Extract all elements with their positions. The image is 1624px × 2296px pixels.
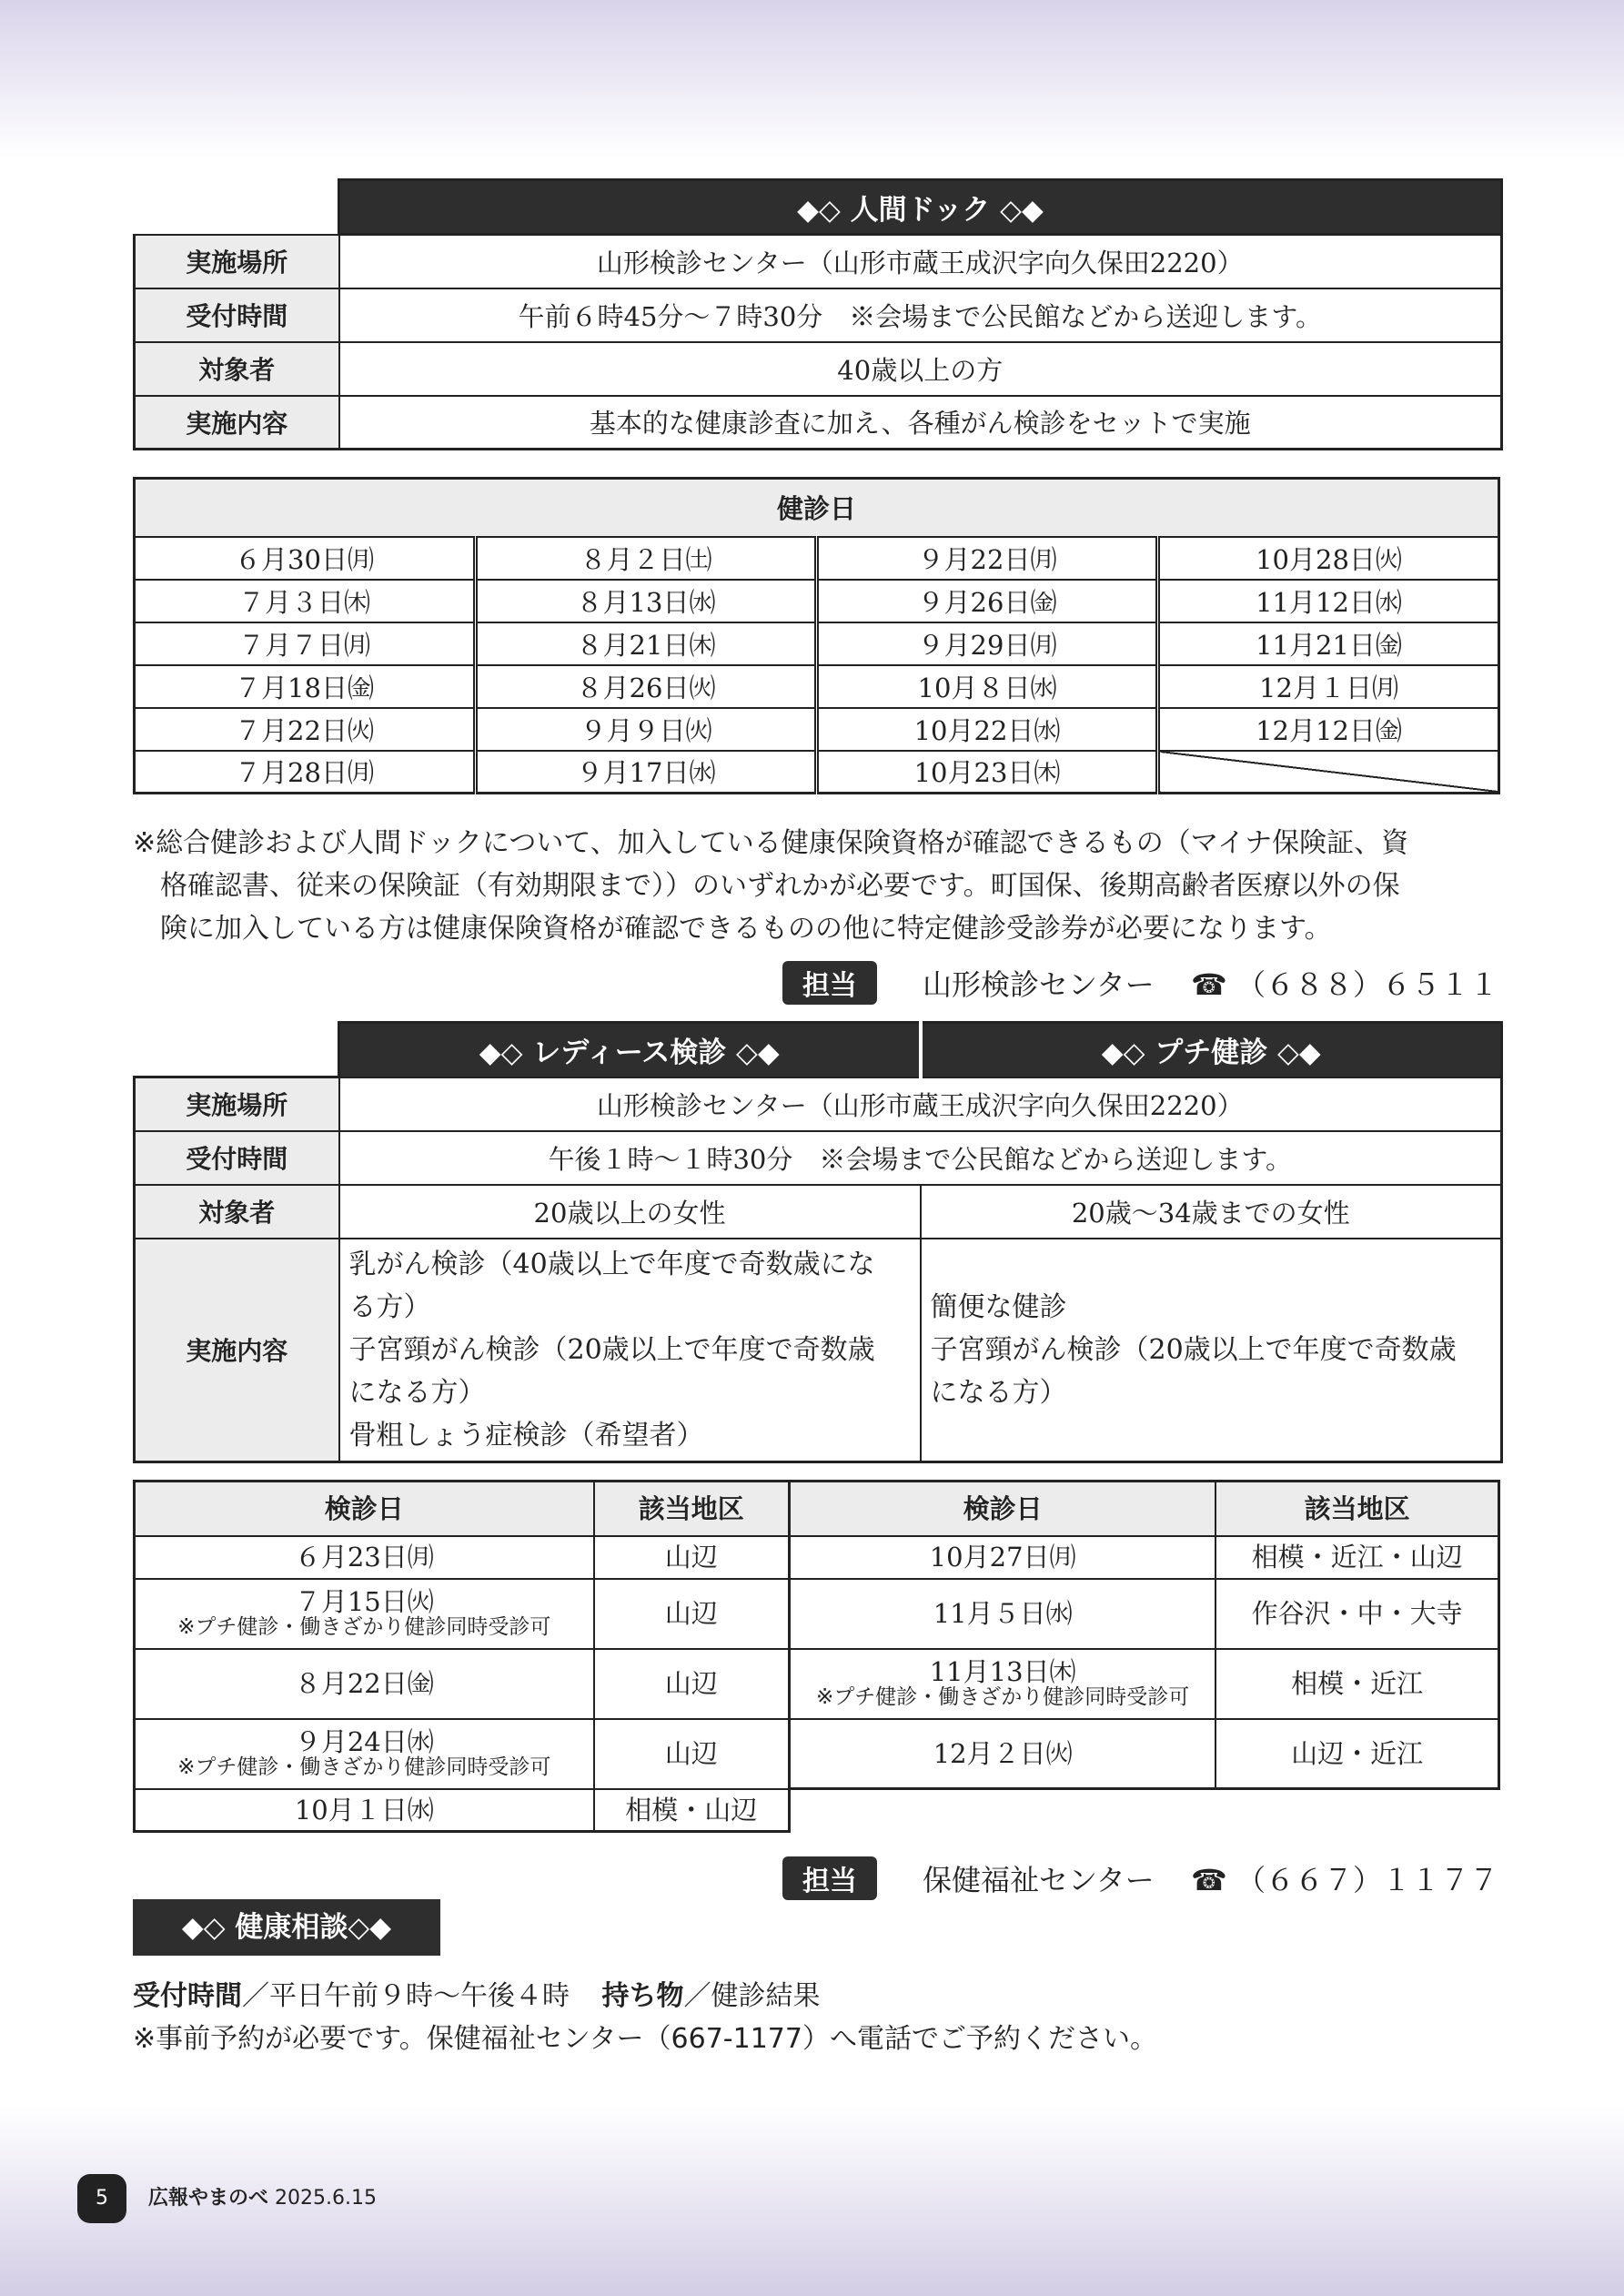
schedule-cell: ７月28日㈪ <box>135 751 476 794</box>
header-band <box>0 0 1624 159</box>
health-consult-title: ◆◇ 健康相談◇◆ <box>133 1899 440 1956</box>
schedule-cell: ６月30日㈪ <box>135 537 476 580</box>
area-cell: 相模・山辺 <box>594 1789 790 1832</box>
schedule-cell: ８月２日㈯ <box>476 537 817 580</box>
publication-date: 2025.6.15 <box>275 2187 377 2210</box>
dock-value-target: 40歳以上の方 <box>339 342 1502 396</box>
schedule-header: 健診日 <box>135 479 1499 537</box>
dock-title: ◆◇ 人間ドック ◇◆ <box>339 180 1502 235</box>
ladies-value-time: 午後１時～１時30分 ※会場まで公民館などから送迎します。 <box>339 1131 1502 1185</box>
schedule-cell: ７月３日㈭ <box>135 580 476 622</box>
schedule-cell: ９月９日㈫ <box>476 708 817 751</box>
ladies-schedule-left <box>133 1480 791 1833</box>
schedule-cell: 11月12日㈬ <box>1158 580 1499 622</box>
contact-yamagata <box>782 961 1498 1005</box>
table-row <box>135 708 1499 751</box>
ladies-value-target: 20歳以上の女性 <box>339 1185 921 1239</box>
contact-health-center <box>782 1856 1498 1900</box>
date-note: ※プチ健診・働きざかり健診同時受診可 <box>177 1755 551 1779</box>
phone-icon: ☎ <box>1190 967 1227 1002</box>
table-row <box>135 537 1499 580</box>
petit-value-content <box>921 1239 1502 1462</box>
ladies-value-content <box>339 1239 921 1462</box>
date-cell: 11月５日㈬ <box>790 1579 1216 1649</box>
ladies-schedule-right <box>788 1480 1500 1790</box>
schedule-cell: ８月21日㈭ <box>476 622 817 665</box>
date-cell: ６月23日㈪ <box>135 1536 594 1579</box>
content-line: になる方） <box>348 1376 486 1409</box>
schedule-cell: 10月８日㈬ <box>817 665 1158 708</box>
dock-table <box>133 178 1503 450</box>
dock-label-place: 実施場所 <box>135 235 339 288</box>
area-cell: 山辺 <box>594 1649 790 1719</box>
content-line: 骨粗しょう症検診（希望者） <box>348 1419 704 1451</box>
schedule-cell: ９月17日㈬ <box>476 751 817 794</box>
table-row <box>790 1579 1499 1649</box>
ladies-label-time: 受付時間 <box>135 1131 339 1185</box>
schedule-cell: ９月26日㈮ <box>817 580 1158 622</box>
checkup-schedule-table <box>133 477 1500 794</box>
date-text: ７月15日㈫ <box>294 1586 434 1617</box>
table-row <box>135 1579 790 1649</box>
ladies-label-place: 実施場所 <box>135 1077 339 1131</box>
ladies-label-target: 対象者 <box>135 1185 339 1239</box>
date-note: ※プチ健診・働きざかり健診同時受診可 <box>177 1615 551 1639</box>
table-row <box>135 1536 790 1579</box>
date-cell <box>790 1649 1216 1719</box>
table-row <box>135 751 1499 794</box>
consult-info <box>133 1973 821 2013</box>
consult-note: ※事前予約が必要です。保健福祉センター（667-1177）へ電話でご予約ください。 <box>133 2023 1157 2055</box>
empty-diagonal-cell <box>1158 751 1499 794</box>
ladies-title: ◆◇ レディース検診 ◇◆ <box>339 1023 921 1077</box>
contact-badge: 担当 <box>782 961 877 1005</box>
schedule-cell: 10月28日㈫ <box>1158 537 1499 580</box>
petit-title: ◆◇ プチ健診 ◇◆ <box>921 1023 1502 1077</box>
table-row <box>135 622 1499 665</box>
table-row <box>135 665 1499 708</box>
notice-line: 格確認書、従来の保険証（有効期限まで））のいずれかが必要です。町国保、後期高齢者医療以外の保 <box>160 870 1400 902</box>
table-row <box>790 1536 1499 1579</box>
col-header-date: 検診日 <box>135 1482 594 1536</box>
date-text: ９月24日㈬ <box>294 1726 434 1757</box>
dock-label-time: 受付時間 <box>135 288 339 342</box>
ladies-value-place: 山形検診センター（山形市蔵王成沢字向久保田2220） <box>339 1077 1502 1131</box>
page-number: 5 <box>77 2174 126 2223</box>
content-line: 乳がん検診（40歳以上で年度で奇数歳にな <box>348 1248 875 1280</box>
notice-line: ※総合健診および人間ドックについて、加入している健康保険資格が確認できるもの（マイナ保険証、資 <box>133 827 1409 859</box>
schedule-cell: 10月22日㈬ <box>817 708 1158 751</box>
contact-name: 保健福祉センター <box>923 1863 1155 1897</box>
table-row <box>790 1649 1499 1719</box>
content-line: になる方） <box>930 1376 1067 1409</box>
consult-time-label: 受付時間 <box>133 1980 242 2012</box>
schedule-cell: 10月23日㈭ <box>817 751 1158 794</box>
dock-value-place: 山形検診センター（山形市蔵王成沢字向久保田2220） <box>339 235 1502 288</box>
dock-label-target: 対象者 <box>135 342 339 396</box>
consult-bring-value: ／健診結果 <box>683 1980 821 2012</box>
ladies-table <box>133 1021 1503 1463</box>
schedule-cell: 12月12日㈮ <box>1158 708 1499 751</box>
schedule-cell: ７月22日㈫ <box>135 708 476 751</box>
date-cell: ８月22日㈮ <box>135 1649 594 1719</box>
consult-time-value: ／平日午前９時～午後４時 <box>242 1980 570 2012</box>
content-line: 子宮頸がん検診（20歳以上で年度で奇数歳 <box>348 1333 875 1366</box>
date-cell <box>135 1719 594 1789</box>
date-cell <box>135 1579 594 1649</box>
area-cell: 作谷沢・中・大寺 <box>1215 1579 1498 1649</box>
content-line: る方） <box>348 1290 431 1323</box>
schedule-cell: 12月１日㈪ <box>1158 665 1499 708</box>
contact-name: 山形検診センター <box>923 967 1155 1002</box>
date-cell: 10月27日㈪ <box>790 1536 1216 1579</box>
schedule-cell: ８月13日㈬ <box>476 580 817 622</box>
area-cell: 山辺・近江 <box>1215 1719 1498 1789</box>
notice-line: 険に加入している方は健康保険資格が確認できるものの他に特定健診受診券が必要になります。 <box>160 913 1332 945</box>
content-line: 子宮頸がん検診（20歳以上で年度で奇数歳 <box>930 1333 1457 1366</box>
area-cell: 山辺 <box>594 1536 790 1579</box>
publication-name: 広報やまのべ <box>148 2187 269 2210</box>
contact-badge: 担当 <box>782 1856 877 1900</box>
col-header-date: 検診日 <box>790 1482 1216 1536</box>
date-note: ※プチ健診・働きざかり健診同時受診可 <box>816 1685 1190 1709</box>
insurance-notice <box>133 822 1507 950</box>
dock-label-content: 実施内容 <box>135 396 339 450</box>
contact-phone: （６８８）６５１１ <box>1236 967 1498 1002</box>
table-row <box>790 1719 1499 1789</box>
schedule-cell: 11月21日㈮ <box>1158 622 1499 665</box>
date-cell: 10月１日㈬ <box>135 1789 594 1832</box>
area-cell: 相模・近江 <box>1215 1649 1498 1719</box>
schedule-cell: ７月18日㈮ <box>135 665 476 708</box>
table-row <box>135 580 1499 622</box>
date-text: 11月13日㈭ <box>929 1656 1076 1687</box>
table-row <box>135 1649 790 1719</box>
consult-bring-label: 持ち物 <box>601 1980 684 2012</box>
schedule-cell: ９月22日㈪ <box>817 537 1158 580</box>
dock-value-time: 午前６時45分～７時30分 ※会場まで公民館などから送迎します。 <box>339 288 1502 342</box>
ladies-label-content: 実施内容 <box>135 1239 339 1462</box>
schedule-cell: ８月26日㈫ <box>476 665 817 708</box>
table-row <box>135 1719 790 1789</box>
schedule-cell: ７月７日㈪ <box>135 622 476 665</box>
phone-icon: ☎ <box>1190 1863 1227 1897</box>
date-cell: 12月２日㈫ <box>790 1719 1216 1789</box>
col-header-area: 該当地区 <box>1215 1482 1498 1536</box>
content-line: 簡便な健診 <box>930 1290 1067 1323</box>
col-header-area: 該当地区 <box>594 1482 790 1536</box>
contact-phone: （６６７）１１７７ <box>1236 1863 1498 1897</box>
schedule-cell: ９月29日㈪ <box>817 622 1158 665</box>
area-cell: 山辺 <box>594 1719 790 1789</box>
area-cell: 山辺 <box>594 1579 790 1649</box>
dock-value-content: 基本的な健康診査に加え、各種がん検診をセットで実施 <box>339 396 1502 450</box>
petit-value-target: 20歳～34歳までの女性 <box>921 1185 1502 1239</box>
area-cell: 相模・近江・山辺 <box>1215 1536 1498 1579</box>
publication-footer <box>148 2182 377 2210</box>
table-row <box>135 1789 790 1832</box>
